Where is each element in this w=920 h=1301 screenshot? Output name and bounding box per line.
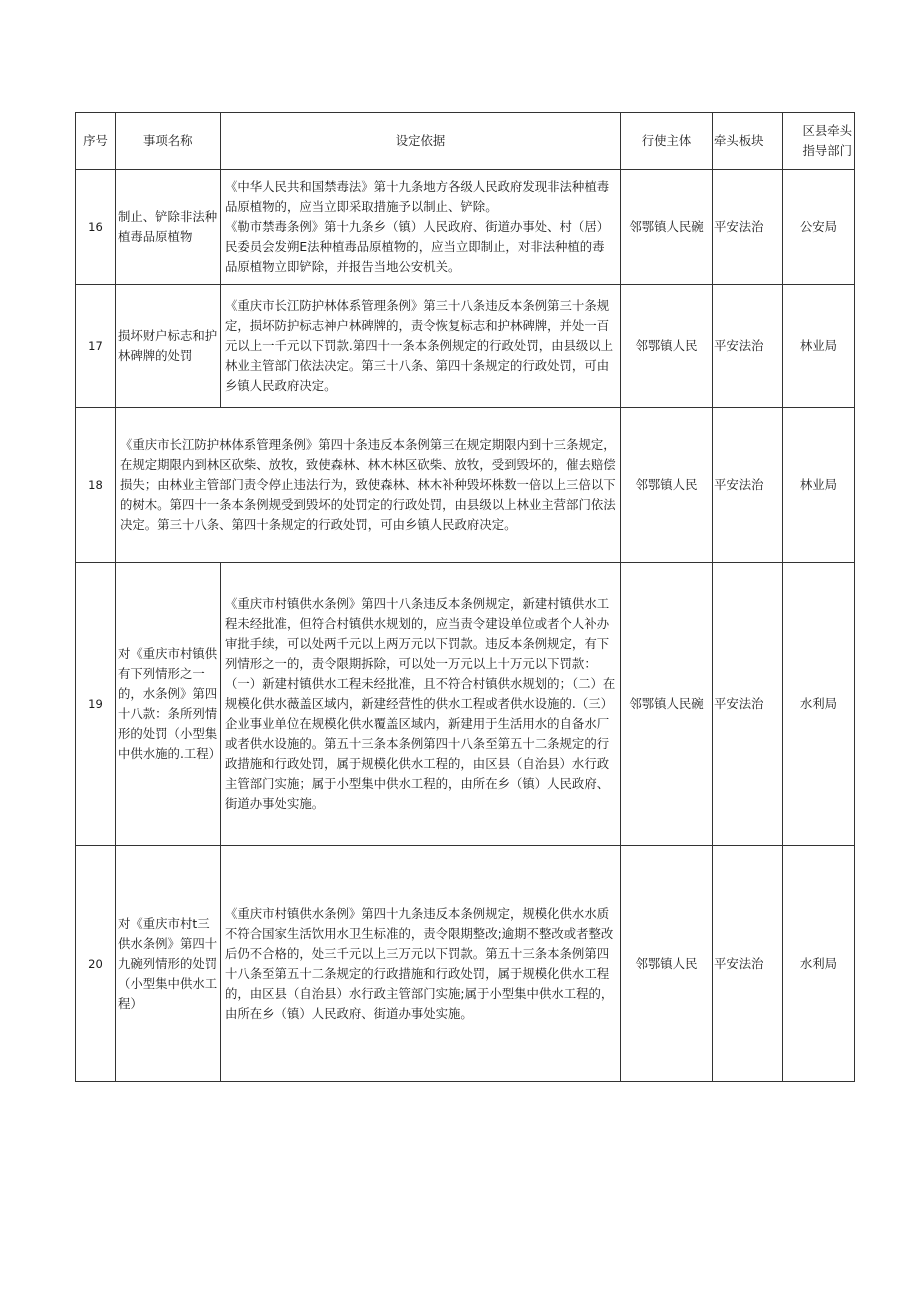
- row-dept: 林业局: [783, 285, 855, 408]
- table-row: [76, 846, 855, 1082]
- row-subject: 邻鄂镇人民碗: [621, 563, 713, 846]
- basis-paragraph: 《勒市禁毒条例》第十九条乡（镇）人民政府、街道办事处、村（居）民委员会发朔E法种植毒品原植物的，应当立即制止，对非法种植的毒品原植物立即铲除，并报告当地公安机关。: [225, 219, 610, 274]
- row-sector: 平安法治: [713, 285, 783, 408]
- row-subject: 邻鄂镇人民: [621, 408, 713, 563]
- row-basis: [221, 563, 621, 846]
- header-sector: 牵头板块: [713, 113, 783, 170]
- row-basis: [221, 285, 621, 408]
- row-subject: 邻鄂镇人民碗: [621, 170, 713, 285]
- row-no: 19: [76, 563, 116, 846]
- row-sector: 平安法治: [713, 563, 783, 846]
- table-row: [76, 563, 855, 846]
- table-row: [76, 170, 855, 285]
- row-sector: 平安法治: [713, 408, 783, 563]
- row-basis: [221, 170, 621, 285]
- table-row: [76, 408, 855, 563]
- row-name: 对《重庆市村t三供水条例》第四十九碗列情形的处罚（小型集中供水工程）: [116, 846, 221, 1082]
- header-no: 序号: [76, 113, 116, 170]
- row-dept: 水利局: [783, 846, 855, 1082]
- row-name: 制止、铲除非法种植毒品原植物: [116, 170, 221, 285]
- header-dept-line1: 区县牵头: [802, 123, 852, 138]
- basis-paragraph: 《重庆市长江防护林体系管理条例》第四十条违反本条例第三在规定期限内到十三条规定，在规定期限内到林区砍柴、放牧，致使森林、林木林区砍柴、放牧，受到毁坏的，催去赔偿损失；由林业主管部门责令停止违法行为，致使森林、林木补种毁坏株数一倍以上三倍以下的树木。第四十一条本条例规受到毁坏的处罚定的行政处罚，由县级以上林业主营部门依法决定。第三十八条、第四十条规定的行政处罚，可由乡镇人民政府决定。: [120, 437, 616, 532]
- header-subject: 行使主体: [621, 113, 713, 170]
- basis-paragraph: 《重庆市村镇供水条例》第四十九条违反本条例规定，规模化供水水质不符合国家生活饮用水卫生标准的，责令限期整改;逾期不整改或者整改后仍不合格的，处三千元以上三万元以下罚款。第五十三条本条例第四十八条至第五十二条规定的行政措施和行政处罚，属于规模化供水工程的，由区县（自治县）水行政主管部门实施;属于小型集中供水工程的，由所在乡（镇）人民政府、街道办事处实施。: [225, 905, 614, 1021]
- basis-paragraph: 《重庆市长江防护林体系管理条例》第三十八条违反本条例第三十条规定，损坏防护标志神户林碑牌的，责令恢复标志和护林碑牌，并处一百元以上一千元以下罚款.第四十一条本条例规定的行政处罚，由县级以上林业主管部门依法决定。第三十八条、第四十条规定的行政处罚，可由乡镇人民政府决定。: [225, 298, 614, 393]
- basis-paragraph: 《中华人民共和国禁毒法》第十九条地方各级人民政府发现非法种植毒品原植物的，应当立即采取措施予以制止、铲除。: [225, 179, 610, 214]
- row-sector: 平安法治: [713, 846, 783, 1082]
- row-dept: 林业局: [783, 408, 855, 563]
- header-basis: 设定依据: [221, 113, 621, 170]
- row-name: 损坏财户标志和护林碑牌的处罚: [116, 285, 221, 408]
- header-dept-line2: 指导部门: [802, 143, 852, 158]
- row-no: 16: [76, 170, 116, 285]
- header-row: [76, 113, 855, 170]
- row-sector: 平安法治: [713, 170, 783, 285]
- header-name: 事项名称: [116, 113, 221, 170]
- row-subject: 邻鄂镇人民: [621, 285, 713, 408]
- matters-table: [75, 112, 855, 1082]
- row-no: 18: [76, 408, 116, 563]
- basis-paragraph: 《重庆市村镇供水条例》第四十八条违反本条例规定，新建村镇供水工程未经批准，但符合村镇供水规划的，应当责令建设单位或者个人补办审批手续，可以处两千元以上两万元以下罚款。违反本条例规定，有下列情形之一的，责令限期拆除，可以处一万元以上十万元以下罚款：（一）新建村镇供水工程未经批准，且不符合村镇供水规划的；（二）在规模化供水薇盖区域内，新建经营性的供水工程或者供水设施的.（三）企业事业单位在规模化供水覆盖区域内，新建用于生活用水的自备水厂或者供水设施的。第五十三条本条例第四十八条至第五十二条规定的行政措施和行政处罚，属于规模化供水工程的，由区县（自治县）水行政主管部门实施；属于小型集中供水工程的，由所在乡（镇）人民政府、街道办事处实施。: [225, 596, 616, 811]
- row-name: 对《重庆市村镇供有下列情形之一的，水条例》第四十八款：条所列情形的处罚（小型集中供水施的.工程）: [116, 563, 221, 846]
- row-dept: 公安局: [783, 170, 855, 285]
- row-dept: 水利局: [783, 563, 855, 846]
- row-no: 17: [76, 285, 116, 408]
- header-dept: [783, 113, 855, 170]
- row-no: 20: [76, 846, 116, 1082]
- row-subject: 邻鄂镇人民: [621, 846, 713, 1082]
- table-row: [76, 285, 855, 408]
- row-basis: [116, 408, 621, 563]
- row-basis: [221, 846, 621, 1082]
